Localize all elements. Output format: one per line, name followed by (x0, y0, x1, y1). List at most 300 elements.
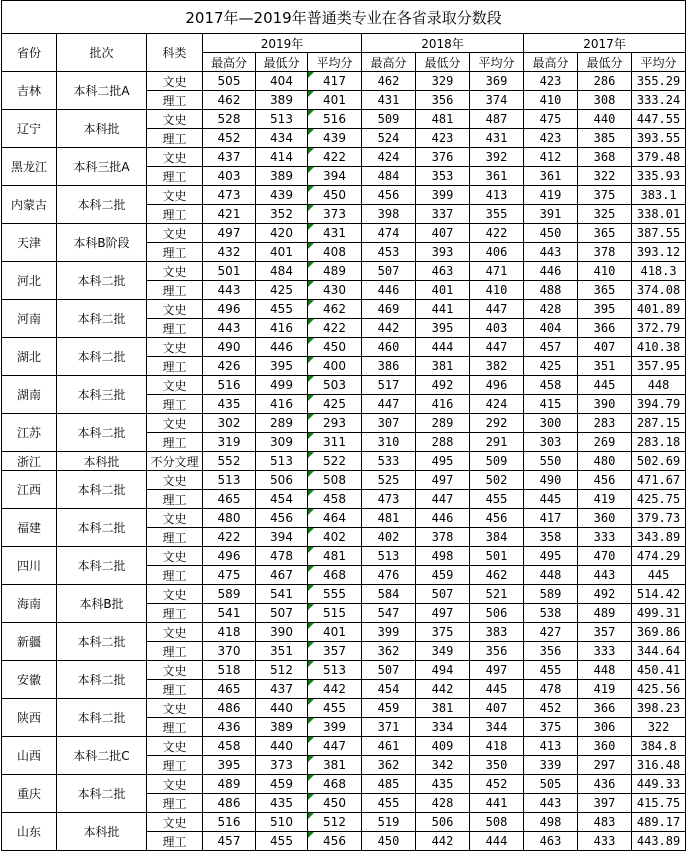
subject-cell: 文史 (147, 376, 203, 395)
max-score-2017-cell: 445 (524, 490, 578, 509)
avg-score-2018-cell: 447 (470, 300, 524, 319)
min-score-2018-cell: 329 (416, 72, 470, 91)
min-score-2018-cell: 495 (416, 452, 470, 471)
max-score-2018-cell: 454 (362, 680, 416, 699)
max-score-2018-cell: 519 (362, 813, 416, 832)
max-score-2017-cell: 413 (524, 737, 578, 756)
table-row (2, 224, 686, 243)
min-score-2019-cell: 506 (256, 471, 308, 490)
max-score-2018-cell: 424 (362, 148, 416, 167)
avg-score-2018-cell: 392 (470, 148, 524, 167)
header-min-2018: 最低分 (416, 53, 470, 72)
min-score-2018-cell: 288 (416, 433, 470, 452)
min-score-2017-cell: 360 (578, 737, 632, 756)
header-max-2019: 最高分 (203, 53, 256, 72)
header-max-2017: 最高分 (524, 53, 578, 72)
avg-score-2019-cell: 293 (308, 414, 362, 433)
min-score-2017-cell: 378 (578, 243, 632, 262)
min-score-2017-cell: 492 (578, 585, 632, 604)
subject-cell: 理工 (147, 91, 203, 110)
subject-cell: 文史 (147, 699, 203, 718)
header-province: 省份 (2, 34, 57, 72)
max-score-2018-cell: 447 (362, 395, 416, 414)
min-score-2018-cell: 399 (416, 186, 470, 205)
max-score-2019-cell: 505 (203, 72, 256, 91)
avg-score-2017-cell: 374.08 (632, 281, 686, 300)
avg-score-2019-cell: 481 (308, 547, 362, 566)
avg-score-2019-cell: 408 (308, 243, 362, 262)
avg-score-2018-cell: 444 (470, 832, 524, 851)
min-score-2019-cell: 512 (256, 661, 308, 680)
max-score-2018-cell: 462 (362, 72, 416, 91)
min-score-2017-cell: 306 (578, 718, 632, 737)
subject-cell: 文史 (147, 623, 203, 642)
min-score-2019-cell: 425 (256, 281, 308, 300)
min-score-2019-cell: 389 (256, 167, 308, 186)
max-score-2017-cell: 550 (524, 452, 578, 471)
avg-score-2019-cell: 450 (308, 186, 362, 205)
min-score-2019-cell: 390 (256, 623, 308, 642)
min-score-2018-cell: 349 (416, 642, 470, 661)
batch-cell: 本科二批 (57, 775, 147, 813)
min-score-2019-cell: 455 (256, 300, 308, 319)
avg-score-2019-cell: 381 (308, 756, 362, 775)
min-score-2018-cell: 356 (416, 91, 470, 110)
avg-score-2017-cell: 343.89 (632, 528, 686, 547)
min-score-2018-cell: 378 (416, 528, 470, 547)
province-cell: 新疆 (2, 623, 57, 661)
max-score-2019-cell: 403 (203, 167, 256, 186)
max-score-2018-cell: 310 (362, 433, 416, 452)
max-score-2018-cell: 476 (362, 566, 416, 585)
avg-score-2019-cell: 400 (308, 357, 362, 376)
max-score-2019-cell: 489 (203, 775, 256, 794)
max-score-2017-cell: 488 (524, 281, 578, 300)
min-score-2017-cell: 333 (578, 642, 632, 661)
min-score-2017-cell: 286 (578, 72, 632, 91)
avg-score-2017-cell: 316.48 (632, 756, 686, 775)
avg-score-2018-cell: 384 (470, 528, 524, 547)
max-score-2019-cell: 432 (203, 243, 256, 262)
province-cell: 重庆 (2, 775, 57, 813)
avg-score-2018-cell: 407 (470, 699, 524, 718)
avg-score-2017-cell: 333.24 (632, 91, 686, 110)
min-score-2019-cell: 459 (256, 775, 308, 794)
min-score-2019-cell: 414 (256, 148, 308, 167)
max-score-2017-cell: 463 (524, 832, 578, 851)
avg-score-2019-cell: 401 (308, 91, 362, 110)
min-score-2017-cell: 269 (578, 433, 632, 452)
max-score-2018-cell: 533 (362, 452, 416, 471)
avg-score-2018-cell: 361 (470, 167, 524, 186)
max-score-2017-cell: 443 (524, 794, 578, 813)
max-score-2019-cell: 319 (203, 433, 256, 452)
min-score-2017-cell: 443 (578, 566, 632, 585)
max-score-2017-cell: 455 (524, 661, 578, 680)
min-score-2019-cell: 446 (256, 338, 308, 357)
max-score-2017-cell: 415 (524, 395, 578, 414)
avg-score-2018-cell: 455 (470, 490, 524, 509)
max-score-2018-cell: 456 (362, 186, 416, 205)
subject-cell: 文史 (147, 775, 203, 794)
max-score-2019-cell: 421 (203, 205, 256, 224)
avg-score-2017-cell: 418.3 (632, 262, 686, 281)
min-score-2017-cell: 366 (578, 319, 632, 338)
min-score-2017-cell: 433 (578, 832, 632, 851)
min-score-2017-cell: 395 (578, 300, 632, 319)
max-score-2018-cell: 431 (362, 91, 416, 110)
max-score-2018-cell: 386 (362, 357, 416, 376)
min-score-2018-cell: 507 (416, 585, 470, 604)
province-cell: 江西 (2, 471, 57, 509)
max-score-2019-cell: 501 (203, 262, 256, 281)
batch-cell: 本科二批 (57, 338, 147, 376)
table-row (2, 737, 686, 756)
table-row (2, 699, 686, 718)
header-year-2017: 2017年 (524, 34, 686, 53)
table-row (2, 452, 686, 471)
avg-score-2017-cell: 379.73 (632, 509, 686, 528)
avg-score-2019-cell: 431 (308, 224, 362, 243)
max-score-2017-cell: 457 (524, 338, 578, 357)
min-score-2019-cell: 395 (256, 357, 308, 376)
avg-score-2017-cell: 449.33 (632, 775, 686, 794)
avg-score-2017-cell: 394.79 (632, 395, 686, 414)
avg-score-2018-cell: 431 (470, 129, 524, 148)
max-score-2018-cell: 450 (362, 832, 416, 851)
min-score-2017-cell: 456 (578, 471, 632, 490)
min-score-2017-cell: 440 (578, 110, 632, 129)
min-score-2019-cell: 420 (256, 224, 308, 243)
min-score-2018-cell: 337 (416, 205, 470, 224)
max-score-2018-cell: 547 (362, 604, 416, 623)
subject-cell: 理工 (147, 604, 203, 623)
avg-score-2018-cell: 344 (470, 718, 524, 737)
avg-score-2017-cell: 322 (632, 718, 686, 737)
min-score-2018-cell: 481 (416, 110, 470, 129)
province-cell: 山西 (2, 737, 57, 775)
subject-cell: 理工 (147, 129, 203, 148)
batch-cell: 本科三批A (57, 148, 147, 186)
header-max-2018: 最高分 (362, 53, 416, 72)
avg-score-2019-cell: 399 (308, 718, 362, 737)
subject-cell: 理工 (147, 642, 203, 661)
max-score-2019-cell: 370 (203, 642, 256, 661)
avg-score-2019-cell: 394 (308, 167, 362, 186)
subject-cell: 文史 (147, 414, 203, 433)
max-score-2019-cell: 457 (203, 832, 256, 851)
min-score-2018-cell: 409 (416, 737, 470, 756)
min-score-2017-cell: 448 (578, 661, 632, 680)
min-score-2019-cell: 439 (256, 186, 308, 205)
min-score-2018-cell: 289 (416, 414, 470, 433)
avg-score-2017-cell: 410.38 (632, 338, 686, 357)
avg-score-2018-cell: 418 (470, 737, 524, 756)
max-score-2019-cell: 475 (203, 566, 256, 585)
max-score-2018-cell: 398 (362, 205, 416, 224)
province-cell: 湖南 (2, 376, 57, 414)
avg-score-2019-cell: 462 (308, 300, 362, 319)
avg-score-2018-cell: 471 (470, 262, 524, 281)
avg-score-2019-cell: 464 (308, 509, 362, 528)
min-score-2019-cell: 389 (256, 718, 308, 737)
max-score-2019-cell: 395 (203, 756, 256, 775)
avg-score-2018-cell: 292 (470, 414, 524, 433)
max-score-2019-cell: 486 (203, 699, 256, 718)
avg-score-2018-cell: 382 (470, 357, 524, 376)
subject-cell: 文史 (147, 547, 203, 566)
avg-score-2019-cell: 489 (308, 262, 362, 281)
subject-cell: 不分文理 (147, 452, 203, 471)
max-score-2017-cell: 425 (524, 357, 578, 376)
min-score-2019-cell: 309 (256, 433, 308, 452)
max-score-2017-cell: 404 (524, 319, 578, 338)
avg-score-2018-cell: 350 (470, 756, 524, 775)
avg-score-2019-cell: 442 (308, 680, 362, 699)
min-score-2019-cell: 484 (256, 262, 308, 281)
max-score-2017-cell: 452 (524, 699, 578, 718)
max-score-2017-cell: 495 (524, 547, 578, 566)
avg-score-2017-cell: 393.12 (632, 243, 686, 262)
max-score-2018-cell: 484 (362, 167, 416, 186)
avg-score-2019-cell: 516 (308, 110, 362, 129)
max-score-2019-cell: 480 (203, 509, 256, 528)
max-score-2019-cell: 465 (203, 680, 256, 699)
min-score-2017-cell: 489 (578, 604, 632, 623)
subject-cell: 理工 (147, 205, 203, 224)
avg-score-2018-cell: 441 (470, 794, 524, 813)
batch-cell: 本科B阶段 (57, 224, 147, 262)
avg-score-2017-cell: 287.15 (632, 414, 686, 433)
batch-cell: 本科二批A (57, 72, 147, 110)
max-score-2019-cell: 418 (203, 623, 256, 642)
min-score-2019-cell: 513 (256, 452, 308, 471)
avg-score-2018-cell: 487 (470, 110, 524, 129)
max-score-2018-cell: 399 (362, 623, 416, 642)
min-score-2019-cell: 440 (256, 699, 308, 718)
batch-cell: 本科批 (57, 813, 147, 851)
min-score-2017-cell: 385 (578, 129, 632, 148)
max-score-2019-cell: 496 (203, 547, 256, 566)
min-score-2017-cell: 351 (578, 357, 632, 376)
avg-score-2017-cell: 369.86 (632, 623, 686, 642)
min-score-2017-cell: 407 (578, 338, 632, 357)
province-cell: 天津 (2, 224, 57, 262)
min-score-2017-cell: 365 (578, 281, 632, 300)
subject-cell: 文史 (147, 186, 203, 205)
province-cell: 四川 (2, 547, 57, 585)
avg-score-2018-cell: 406 (470, 243, 524, 262)
header-year-2018: 2018年 (362, 34, 524, 53)
max-score-2019-cell: 436 (203, 718, 256, 737)
max-score-2019-cell: 486 (203, 794, 256, 813)
batch-cell: 本科三批 (57, 376, 147, 414)
province-cell: 黑龙江 (2, 148, 57, 186)
avg-score-2018-cell: 422 (470, 224, 524, 243)
avg-score-2019-cell: 422 (308, 319, 362, 338)
max-score-2019-cell: 541 (203, 604, 256, 623)
avg-score-2018-cell: 356 (470, 642, 524, 661)
max-score-2019-cell: 516 (203, 813, 256, 832)
min-score-2017-cell: 325 (578, 205, 632, 224)
max-score-2018-cell: 481 (362, 509, 416, 528)
min-score-2019-cell: 541 (256, 585, 308, 604)
max-score-2017-cell: 300 (524, 414, 578, 433)
avg-score-2019-cell: 373 (308, 205, 362, 224)
max-score-2019-cell: 426 (203, 357, 256, 376)
province-cell: 内蒙古 (2, 186, 57, 224)
province-cell: 吉林 (2, 72, 57, 110)
max-score-2018-cell: 509 (362, 110, 416, 129)
subject-cell: 文史 (147, 338, 203, 357)
province-cell: 陕西 (2, 699, 57, 737)
subject-cell: 理工 (147, 756, 203, 775)
batch-cell: 本科二批 (57, 414, 147, 452)
max-score-2018-cell: 507 (362, 661, 416, 680)
batch-cell: 本科二批 (57, 547, 147, 585)
min-score-2018-cell: 442 (416, 832, 470, 851)
avg-score-2018-cell: 403 (470, 319, 524, 338)
min-score-2019-cell: 435 (256, 794, 308, 813)
batch-cell: 本科二批C (57, 737, 147, 775)
max-score-2019-cell: 516 (203, 376, 256, 395)
table-row (2, 262, 686, 281)
avg-score-2018-cell: 355 (470, 205, 524, 224)
subject-cell: 文史 (147, 813, 203, 832)
min-score-2018-cell: 381 (416, 699, 470, 718)
max-score-2017-cell: 423 (524, 72, 578, 91)
max-score-2017-cell: 505 (524, 775, 578, 794)
max-score-2019-cell: 302 (203, 414, 256, 433)
min-score-2017-cell: 397 (578, 794, 632, 813)
header-avg-2018: 平均分 (470, 53, 524, 72)
max-score-2018-cell: 460 (362, 338, 416, 357)
max-score-2017-cell: 478 (524, 680, 578, 699)
table-row (2, 509, 686, 528)
batch-cell: 本科二批 (57, 471, 147, 509)
avg-score-2018-cell: 497 (470, 661, 524, 680)
max-score-2018-cell: 469 (362, 300, 416, 319)
max-score-2019-cell: 437 (203, 148, 256, 167)
max-score-2018-cell: 455 (362, 794, 416, 813)
max-score-2017-cell: 339 (524, 756, 578, 775)
min-score-2019-cell: 437 (256, 680, 308, 699)
max-score-2019-cell: 435 (203, 395, 256, 414)
avg-score-2017-cell: 489.17 (632, 813, 686, 832)
subject-cell: 理工 (147, 680, 203, 699)
table-row (2, 186, 686, 205)
avg-score-2019-cell: 357 (308, 642, 362, 661)
min-score-2019-cell: 434 (256, 129, 308, 148)
avg-score-2018-cell: 445 (470, 680, 524, 699)
min-score-2017-cell: 357 (578, 623, 632, 642)
min-score-2018-cell: 435 (416, 775, 470, 794)
min-score-2018-cell: 441 (416, 300, 470, 319)
subject-cell: 理工 (147, 433, 203, 452)
min-score-2019-cell: 401 (256, 243, 308, 262)
min-score-2017-cell: 283 (578, 414, 632, 433)
min-score-2017-cell: 365 (578, 224, 632, 243)
subject-cell: 文史 (147, 661, 203, 680)
avg-score-2017-cell: 398.23 (632, 699, 686, 718)
province-cell: 山东 (2, 813, 57, 851)
table-row (2, 414, 686, 433)
min-score-2018-cell: 494 (416, 661, 470, 680)
subject-cell: 文史 (147, 262, 203, 281)
avg-score-2017-cell: 425.75 (632, 490, 686, 509)
min-score-2019-cell: 455 (256, 832, 308, 851)
min-score-2018-cell: 401 (416, 281, 470, 300)
min-score-2017-cell: 483 (578, 813, 632, 832)
avg-score-2017-cell: 387.55 (632, 224, 686, 243)
min-score-2018-cell: 492 (416, 376, 470, 395)
avg-score-2017-cell: 384.8 (632, 737, 686, 756)
header-min-2019: 最低分 (256, 53, 308, 72)
max-score-2018-cell: 459 (362, 699, 416, 718)
avg-score-2018-cell: 462 (470, 566, 524, 585)
max-score-2018-cell: 473 (362, 490, 416, 509)
avg-score-2018-cell: 413 (470, 186, 524, 205)
min-score-2018-cell: 447 (416, 490, 470, 509)
avg-score-2018-cell: 452 (470, 775, 524, 794)
min-score-2017-cell: 366 (578, 699, 632, 718)
min-score-2017-cell: 470 (578, 547, 632, 566)
max-score-2017-cell: 450 (524, 224, 578, 243)
avg-score-2017-cell: 283.18 (632, 433, 686, 452)
min-score-2018-cell: 506 (416, 813, 470, 832)
avg-score-2018-cell: 501 (470, 547, 524, 566)
max-score-2017-cell: 448 (524, 566, 578, 585)
subject-cell: 文史 (147, 224, 203, 243)
subject-cell: 文史 (147, 737, 203, 756)
table-row (2, 110, 686, 129)
min-score-2017-cell: 375 (578, 186, 632, 205)
subject-cell: 文史 (147, 300, 203, 319)
min-score-2018-cell: 428 (416, 794, 470, 813)
subject-cell: 理工 (147, 832, 203, 851)
avg-score-2017-cell: 471.67 (632, 471, 686, 490)
max-score-2017-cell: 538 (524, 604, 578, 623)
subject-cell: 文史 (147, 509, 203, 528)
avg-score-2017-cell: 383.1 (632, 186, 686, 205)
min-score-2017-cell: 390 (578, 395, 632, 414)
table-row (2, 547, 686, 566)
table-body (2, 1, 686, 851)
min-score-2019-cell: 352 (256, 205, 308, 224)
avg-score-2019-cell: 515 (308, 604, 362, 623)
min-score-2019-cell: 416 (256, 319, 308, 338)
batch-cell: 本科二批 (57, 623, 147, 661)
max-score-2017-cell: 423 (524, 129, 578, 148)
max-score-2017-cell: 427 (524, 623, 578, 642)
avg-score-2017-cell: 393.55 (632, 129, 686, 148)
subject-cell: 理工 (147, 357, 203, 376)
min-score-2018-cell: 416 (416, 395, 470, 414)
batch-cell: 本科批 (57, 110, 147, 148)
max-score-2019-cell: 552 (203, 452, 256, 471)
max-score-2017-cell: 417 (524, 509, 578, 528)
min-score-2019-cell: 454 (256, 490, 308, 509)
max-score-2018-cell: 474 (362, 224, 416, 243)
max-score-2017-cell: 446 (524, 262, 578, 281)
batch-cell: 本科二批 (57, 262, 147, 300)
max-score-2018-cell: 461 (362, 737, 416, 756)
min-score-2017-cell: 333 (578, 528, 632, 547)
table-row (2, 813, 686, 832)
subject-cell: 理工 (147, 794, 203, 813)
max-score-2017-cell: 498 (524, 813, 578, 832)
min-score-2018-cell: 353 (416, 167, 470, 186)
